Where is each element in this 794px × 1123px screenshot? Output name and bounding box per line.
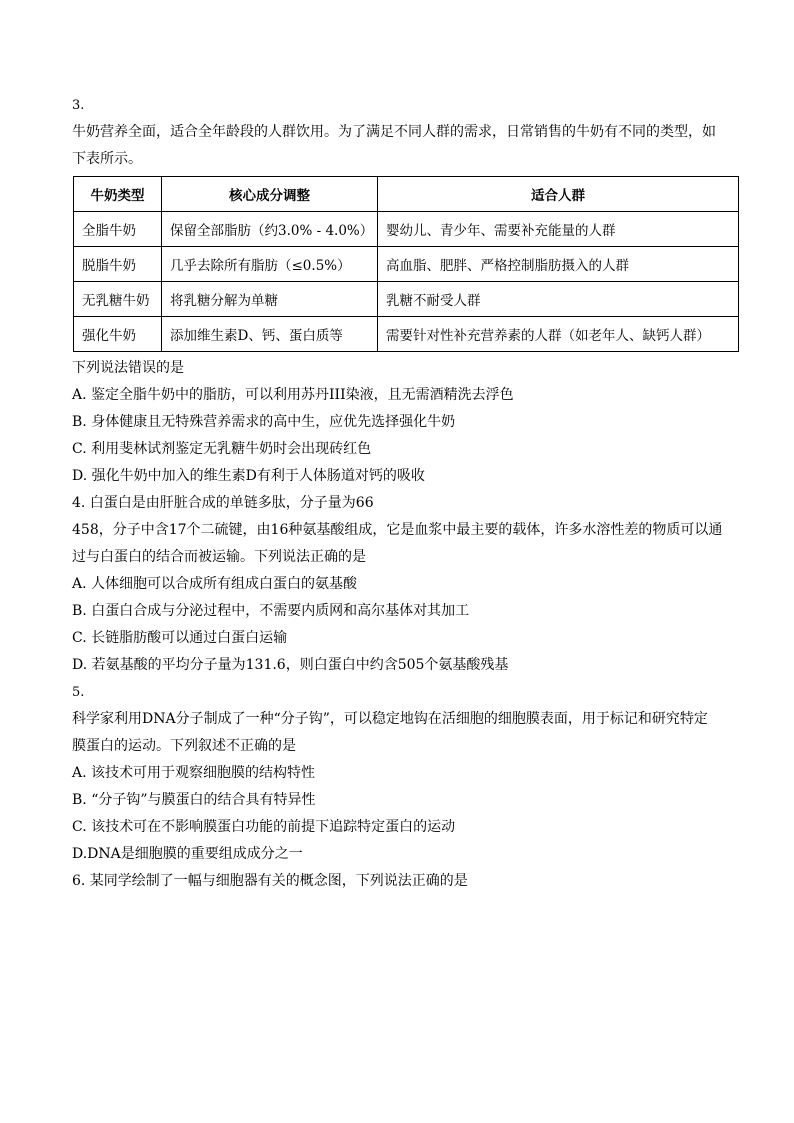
table-cell: 添加维生素D、钙、蛋白质等 xyxy=(162,317,378,352)
table-row xyxy=(74,317,739,352)
q3-option-d: D. 强化牛奶中加入的维生素D有利于人体肠道对钙的吸收 xyxy=(72,468,425,484)
table-cell: 需要针对性补充营养素的人群（如老年人、缺钙人群） xyxy=(378,317,739,352)
q5-stem-line1: 科学家利用DNA分子制成了一种“分子钩”，可以稳定地钩在活细胞的细胞膜表面，用于标记和研究特定 xyxy=(72,711,708,727)
q4-option-b: B. 白蛋白合成与分泌过程中，不需要内质网和高尔基体对其加工 xyxy=(72,603,470,619)
table-cell: 无乳糖牛奶 xyxy=(74,282,162,317)
q4-stem-line2: 458，分子中含17个二硫键，由16种氨基酸组成，它是血浆中最主要的载体，许多水溶性差的物质可以通 xyxy=(72,522,723,538)
q5-option-c: C. 该技术可在不影响膜蛋白功能的前提下追踪特定蛋白的运动 xyxy=(72,819,456,835)
table-cell: 全脂牛奶 xyxy=(74,212,162,247)
q3-option-c: C. 利用斐林试剂鉴定无乳糖牛奶时会出现砖红色 xyxy=(72,441,372,457)
table-row xyxy=(74,212,739,247)
table-cell: 强化牛奶 xyxy=(74,317,162,352)
table-header-cell: 核心成分调整 xyxy=(162,177,378,212)
table-cell: 乳糖不耐受人群 xyxy=(378,282,739,317)
table-cell: 脱脂牛奶 xyxy=(74,247,162,282)
q5-option-b: B. “分子钩”与膜蛋白的结合具有特异性 xyxy=(72,792,316,808)
q5-option-a: A. 该技术可用于观察细胞膜的结构特性 xyxy=(72,765,316,781)
table-cell: 将乳糖分解为单糖 xyxy=(162,282,378,317)
q4-stem-line1: 4. 白蛋白是由肝脏合成的单链多肽，分子量为66 xyxy=(72,495,374,511)
q4-option-d: D. 若氨基酸的平均分子量为131.6，则白蛋白中约含505个氨基酸残基 xyxy=(72,657,509,673)
table-header-row xyxy=(74,177,739,212)
q5-option-d: D.DNA是细胞膜的重要组成成分之一 xyxy=(72,846,303,862)
table-cell: 几乎去除所有脂肪（≤0.5%） xyxy=(162,247,378,282)
q4-option-a: A. 人体细胞可以合成所有组成白蛋白的氨基酸 xyxy=(72,576,358,592)
q5-number: 5. xyxy=(72,685,85,700)
exam-page xyxy=(72,92,740,895)
q3-stem-line1: 牛奶营养全面，适合全年龄段的人群饮用。为了满足不同人群的需求，日常销售的牛奶有不同的类型，如 xyxy=(72,124,716,140)
table-cell: 高血脂、肥胖、严格控制脂肪摄入的人群 xyxy=(378,247,739,282)
table-cell: 婴幼儿、青少年、需要补充能量的人群 xyxy=(378,212,739,247)
table-header-cell: 适合人群 xyxy=(378,177,739,212)
table-cell: 保留全部脂肪（约3.0% - 4.0%） xyxy=(162,212,378,247)
table-row xyxy=(74,282,739,317)
milk-types-table xyxy=(73,176,739,352)
q6-stem-line1: 6. 某同学绘制了一幅与细胞器有关的概念图，下列说法正确的是 xyxy=(72,873,468,889)
q5-stem-line2: 膜蛋白的运动。下列叙述不正确的是 xyxy=(72,738,296,754)
q3-stem-line2: 下表所示。 xyxy=(72,151,142,167)
q4-stem-line3: 过与白蛋白的结合而被运输。下列说法正确的是 xyxy=(72,549,366,565)
q3-option-b: B. 身体健康且无特殊营养需求的高中生，应优先选择强化牛奶 xyxy=(72,414,456,430)
table-header-cell: 牛奶类型 xyxy=(74,177,162,212)
q3-prompt: 下列说法错误的是 xyxy=(72,360,184,376)
table-row xyxy=(74,247,739,282)
q3-number: 3. xyxy=(72,98,85,113)
q3-option-a: A. 鉴定全脂牛奶中的脂肪，可以利用苏丹III染液，且无需酒精洗去浮色 xyxy=(72,387,514,403)
q4-option-c: C. 长链脂肪酸可以通过白蛋白运输 xyxy=(72,630,288,646)
